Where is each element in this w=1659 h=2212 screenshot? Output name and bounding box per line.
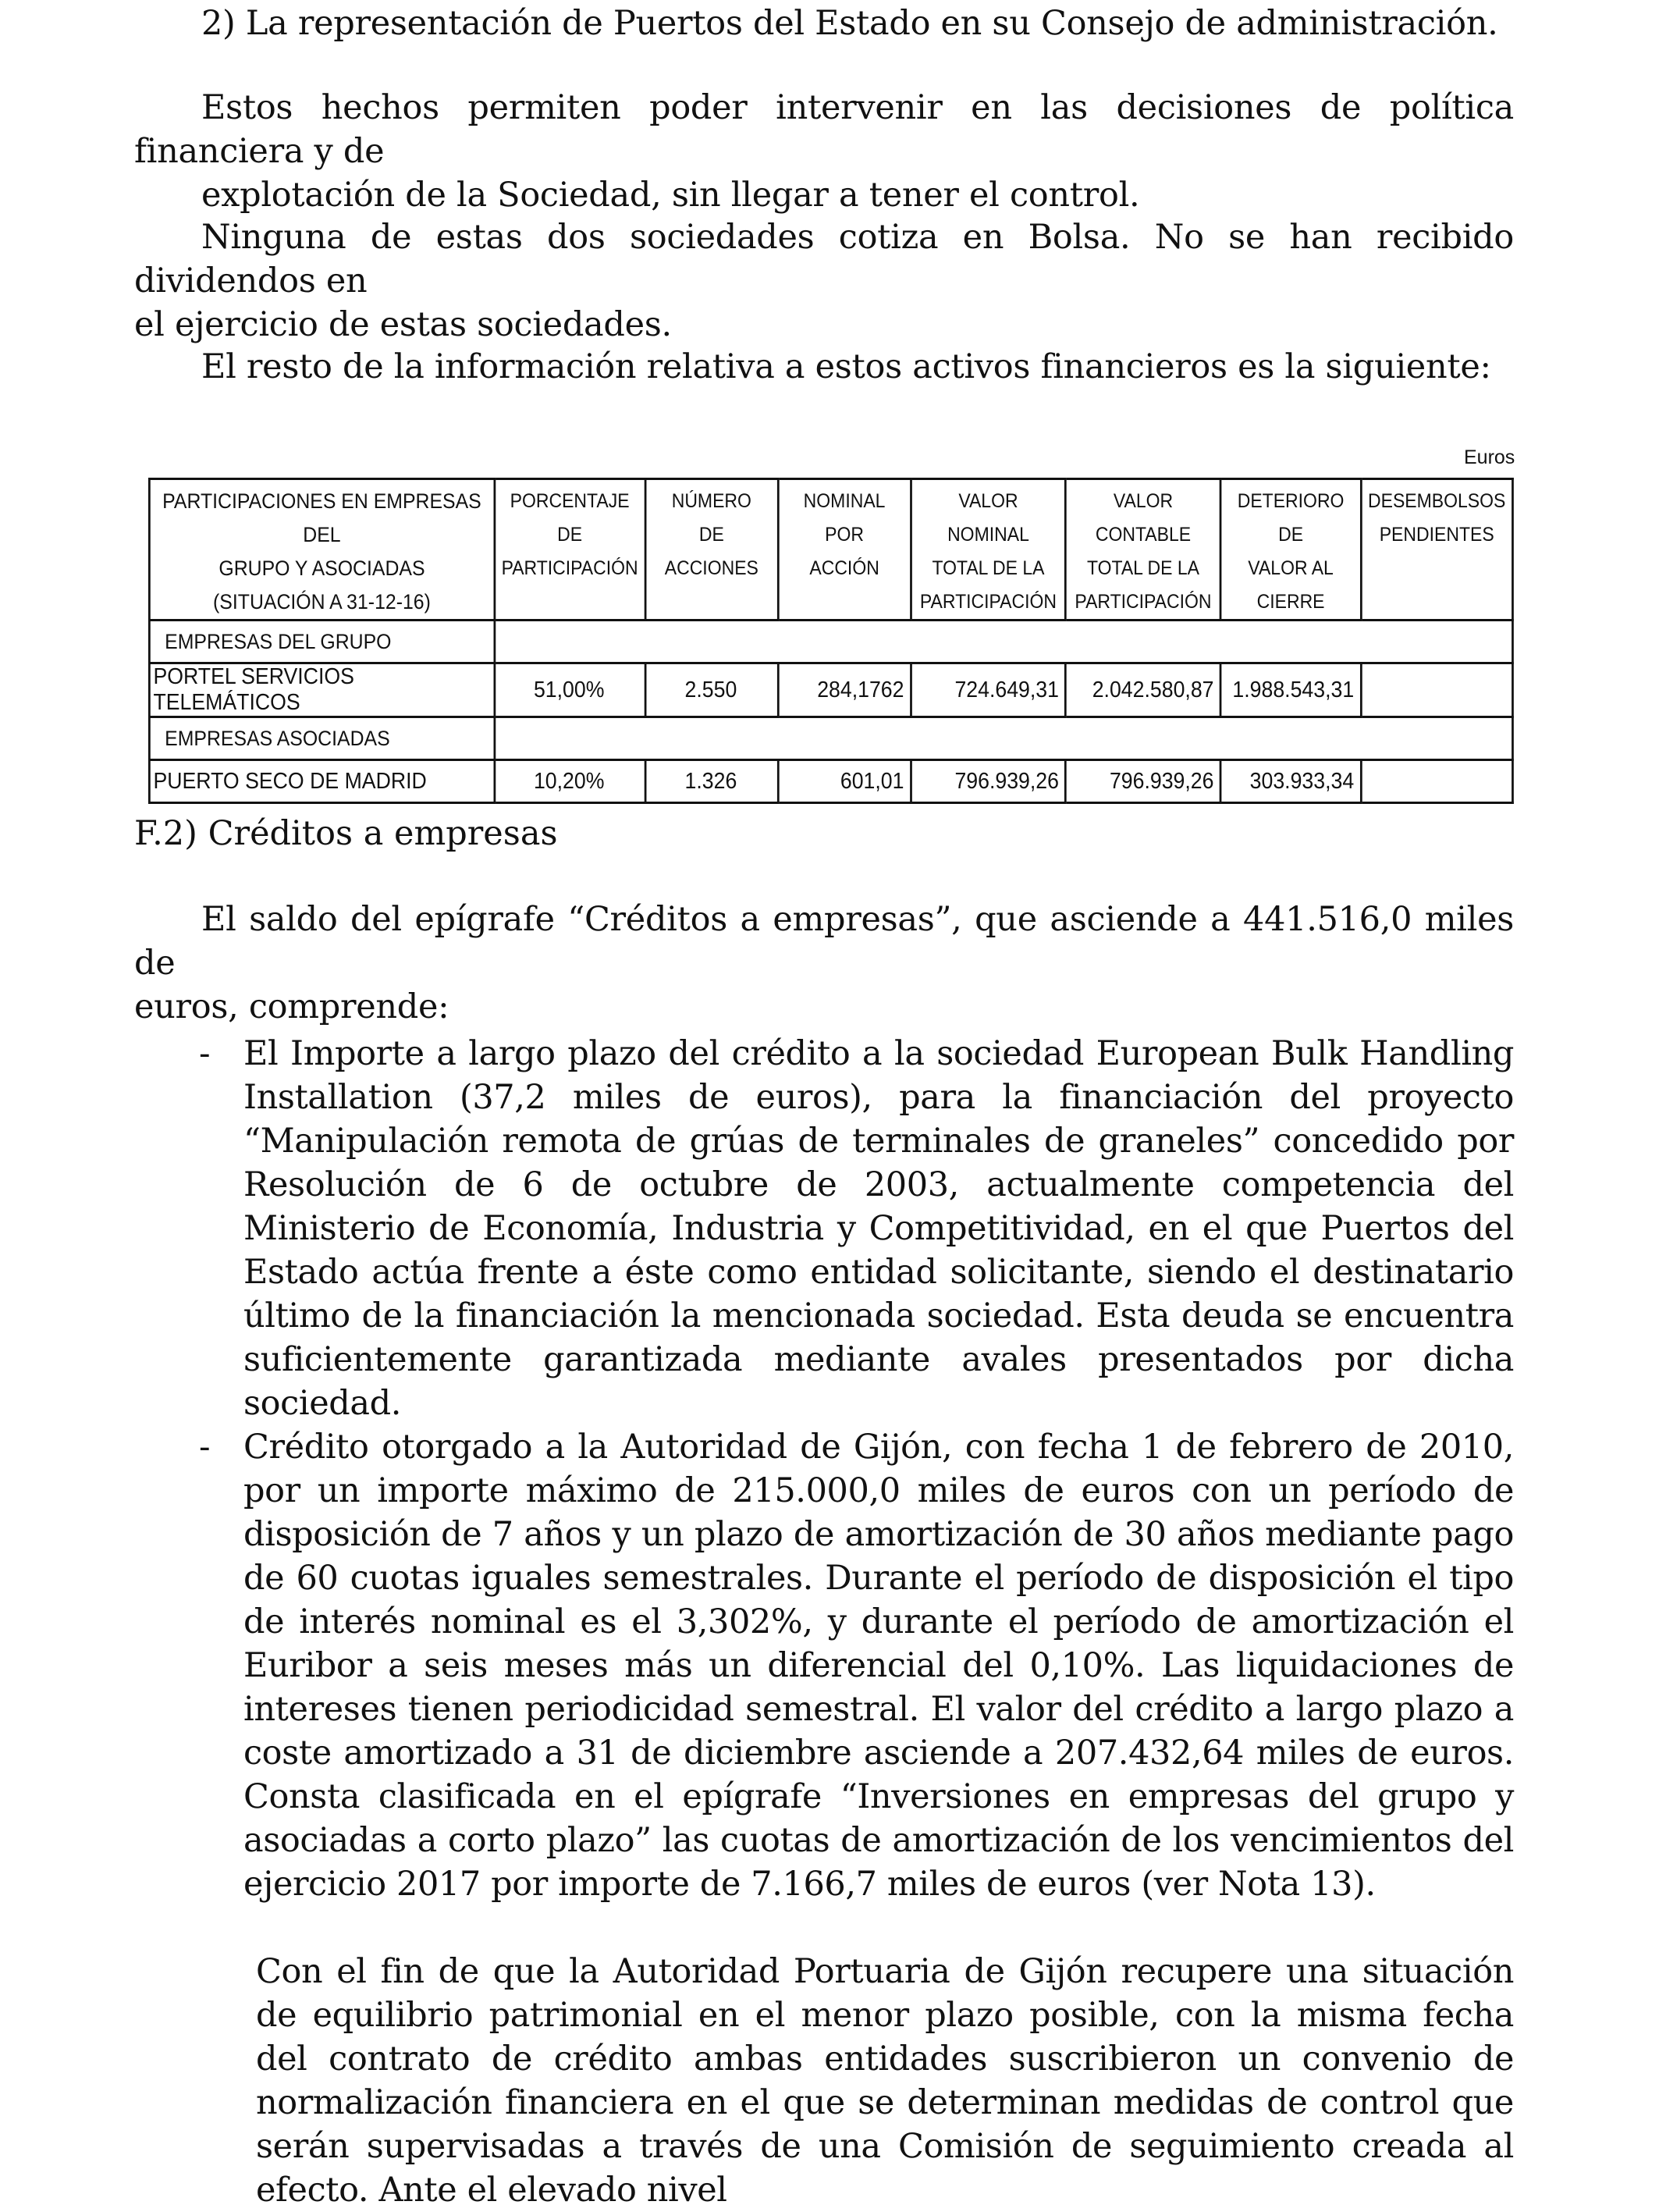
bullet-item-ebhi bbox=[243, 1032, 1514, 1425]
company-name: PUERTO SECO DE MADRID bbox=[149, 760, 494, 803]
header-line: POR bbox=[825, 524, 865, 546]
text-line: través de una Comisión de seguimiento creada al efecto. Ante el elevado nivel bbox=[256, 2127, 1514, 2210]
table-row bbox=[149, 760, 1512, 803]
paragraph-resto bbox=[134, 345, 1514, 389]
text-line: “Manipulación remota de grúas de terminales de graneles” concedido por bbox=[243, 1122, 1514, 1161]
text-line: de 7 años y un plazo de amortización de 30 años mediante pago de 60 cuotas bbox=[243, 1515, 1514, 1598]
text-line: “Inversiones en empresas del grupo y asociadas a corto plazo” las cuotas de bbox=[243, 1777, 1514, 1860]
paragraph-bolsa bbox=[134, 215, 1514, 347]
header-line: PARTICIPACIÓN bbox=[919, 591, 1057, 613]
header-line: PENDIENTES bbox=[1379, 524, 1494, 546]
cell-valor-nominal: 724.649,31 bbox=[911, 663, 1066, 717]
header-cell-valor-nominal bbox=[911, 479, 1066, 621]
text-line: Estos hechos permiten poder intervenir en las decisiones de política financiera y de bbox=[134, 88, 1514, 171]
currency-label: Euros bbox=[1464, 446, 1515, 468]
table-section-row bbox=[149, 717, 1512, 760]
text-line: un importe máximo de 215.000,0 miles de euros con un período de disposición bbox=[243, 1471, 1514, 1554]
text-line: mediante avales presentados por dicha sociedad. bbox=[243, 1340, 1514, 1423]
header-cell-desembolsos bbox=[1361, 479, 1513, 621]
text-line: 2) La representación de Puertos del Estado en su Consejo de administración. bbox=[201, 4, 1498, 43]
text-line: Resolución de 6 de octubre de 2003, actualmente competencia del Ministerio de bbox=[243, 1165, 1514, 1248]
text-line: contrato de crédito ambas entidades suscribieron un convenio de normalización bbox=[256, 2040, 1514, 2122]
header-cell-empresa bbox=[149, 479, 494, 621]
text-line: semestral. El valor del crédito a largo plazo a coste amortizado a 31 de bbox=[243, 1690, 1514, 1773]
text-line: El Importe a largo plazo del crédito a la sociedad European Bulk Handling bbox=[243, 1034, 1514, 1073]
header-line: GRUPO Y ASOCIADAS bbox=[218, 557, 425, 580]
cell-deterioro: 303.933,34 bbox=[1220, 760, 1361, 803]
table-header-row bbox=[149, 479, 1512, 621]
paragraph-saldo bbox=[134, 898, 1514, 1029]
text-line: es el 3,302%, y durante el período de amortización el Euribor a seis meses más bbox=[243, 1602, 1514, 1685]
header-line: NÚMERO bbox=[671, 490, 751, 512]
text-line: el ejercicio de estas sociedades. bbox=[134, 305, 672, 344]
section-label-asociadas: EMPRESAS ASOCIADAS bbox=[149, 717, 494, 760]
header-line: (SITUACIÓN A 31-12-16) bbox=[213, 590, 431, 613]
table-row bbox=[149, 663, 1512, 717]
text-line: financiera en el que se determinan medidas de control que serán supervisadas a bbox=[256, 2083, 1514, 2166]
cell-valor-contable: 796.939,26 bbox=[1066, 760, 1221, 803]
bullet-item-gijon bbox=[243, 1425, 1514, 1906]
text-line: euros, comprende: bbox=[134, 987, 449, 1026]
header-cell-porcentaje bbox=[495, 479, 645, 621]
text-line: diciembre asciende a 207.432,64 miles de euros. Consta clasificada en el epígrafe bbox=[243, 1734, 1514, 1816]
cell-deterioro: 1.988.543,31 bbox=[1220, 663, 1361, 717]
text-line: iguales semestrales. Durante el período de disposición el tipo de interés nominal bbox=[243, 1559, 1515, 1641]
text-line: un diferencial del 0,10%. Las liquidaciones de intereses tienen periodicidad bbox=[243, 1646, 1514, 1729]
text-line: mencionada sociedad. Esta deuda se encuentra suficientemente garantizada bbox=[243, 1296, 1514, 1379]
cell-valor-contable: 2.042.580,87 bbox=[1066, 663, 1221, 717]
text-line: Economía, Industria y Competitividad, en el que Puertos del Estado actúa frente bbox=[243, 1209, 1514, 1292]
header-cell-deterioro bbox=[1220, 479, 1361, 621]
header-line: PORCENTAJE bbox=[510, 490, 630, 512]
bullet-marker: - bbox=[199, 1428, 211, 1467]
header-line: TOTAL DE LA bbox=[932, 557, 1045, 579]
paragraph-convenio bbox=[256, 1950, 1514, 2212]
paragraph-representacion bbox=[134, 2, 1514, 45]
cell-nominal: 284,1762 bbox=[778, 663, 911, 717]
header-cell-valor-contable bbox=[1066, 479, 1221, 621]
header-line: ACCIONES bbox=[664, 557, 758, 579]
header-line: PARTICIPACIÓN bbox=[1075, 591, 1212, 613]
cell-nominal: 601,01 bbox=[778, 760, 911, 803]
cell-desembolsos bbox=[1361, 663, 1513, 717]
cell-numero: 1.326 bbox=[645, 760, 778, 803]
text-line: explotación de la Sociedad, sin llegar a tener el control. bbox=[201, 176, 1140, 215]
paragraph-hechos bbox=[134, 86, 1514, 217]
text-line: Installation (37,2 miles de euros), para la financiación del proyecto bbox=[243, 1078, 1514, 1117]
table-section-row bbox=[149, 621, 1512, 663]
text-line: El resto de la información relativa a estos activos financieros es la siguiente: bbox=[201, 347, 1491, 386]
text-line: amortización de los vencimientos del ejercicio 2017 por importe de 7.166,7 miles bbox=[243, 1821, 1514, 1904]
text-line: a éste como entidad solicitante, siendo el destinatario último de la financiación la bbox=[243, 1253, 1514, 1335]
cell-numero: 2.550 bbox=[645, 663, 778, 717]
participaciones-table bbox=[148, 478, 1514, 804]
section-label-grupo: EMPRESAS DEL GRUPO bbox=[149, 621, 494, 663]
text-line: Crédito otorgado a la Autoridad de Gijón, con fecha 1 de febrero de 2010, por bbox=[243, 1428, 1514, 1510]
header-line: DE bbox=[557, 524, 583, 546]
header-line: TOTAL DE LA bbox=[1086, 557, 1199, 579]
section-heading-f2: F.2) Créditos a empresas bbox=[134, 814, 558, 853]
header-line: PARTICIPACIONES EN EMPRESAS DEL bbox=[162, 489, 481, 546]
header-line: DETERIORO DE bbox=[1237, 490, 1345, 546]
header-cell-numero bbox=[645, 479, 778, 621]
header-line: DE bbox=[698, 524, 724, 546]
section-empty-cell bbox=[495, 621, 1513, 663]
text-line: El saldo del epígrafe “Créditos a empresas”, que asciende a 441.516,0 miles de bbox=[134, 900, 1514, 983]
cell-porcentaje: 51,00% bbox=[495, 663, 645, 717]
text-line: de euros (ver Nota 13). bbox=[986, 1865, 1376, 1904]
header-line: VALOR CONTABLE bbox=[1095, 490, 1192, 546]
section-empty-cell bbox=[495, 717, 1513, 760]
cell-valor-nominal: 796.939,26 bbox=[911, 760, 1066, 803]
header-line: VALOR NOMINAL bbox=[947, 490, 1029, 546]
bullet-marker: - bbox=[199, 1034, 211, 1073]
header-line: VALOR AL bbox=[1248, 557, 1334, 579]
header-line: CIERRE bbox=[1256, 591, 1325, 613]
company-name: PORTEL SERVICIOS TELEMÁTICOS bbox=[149, 663, 494, 717]
text-line: equilibrio patrimonial en el menor plazo posible, con la misma fecha del bbox=[256, 1996, 1514, 2079]
cell-porcentaje: 10,20% bbox=[495, 760, 645, 803]
header-line: NOMINAL bbox=[803, 490, 886, 512]
header-line: DESEMBOLSOS bbox=[1367, 490, 1506, 512]
text-line: Con el fin de que la Autoridad Portuaria de Gijón recupere una situación de bbox=[256, 1952, 1514, 2035]
text-line: Ninguna de estas dos sociedades cotiza en Bolsa. No se han recibido dividendos en bbox=[134, 218, 1514, 301]
cell-desembolsos bbox=[1361, 760, 1513, 803]
header-cell-nominal bbox=[778, 479, 911, 621]
header-line: PARTICIPACIÓN bbox=[501, 557, 638, 579]
header-line: ACCIÓN bbox=[809, 557, 879, 579]
